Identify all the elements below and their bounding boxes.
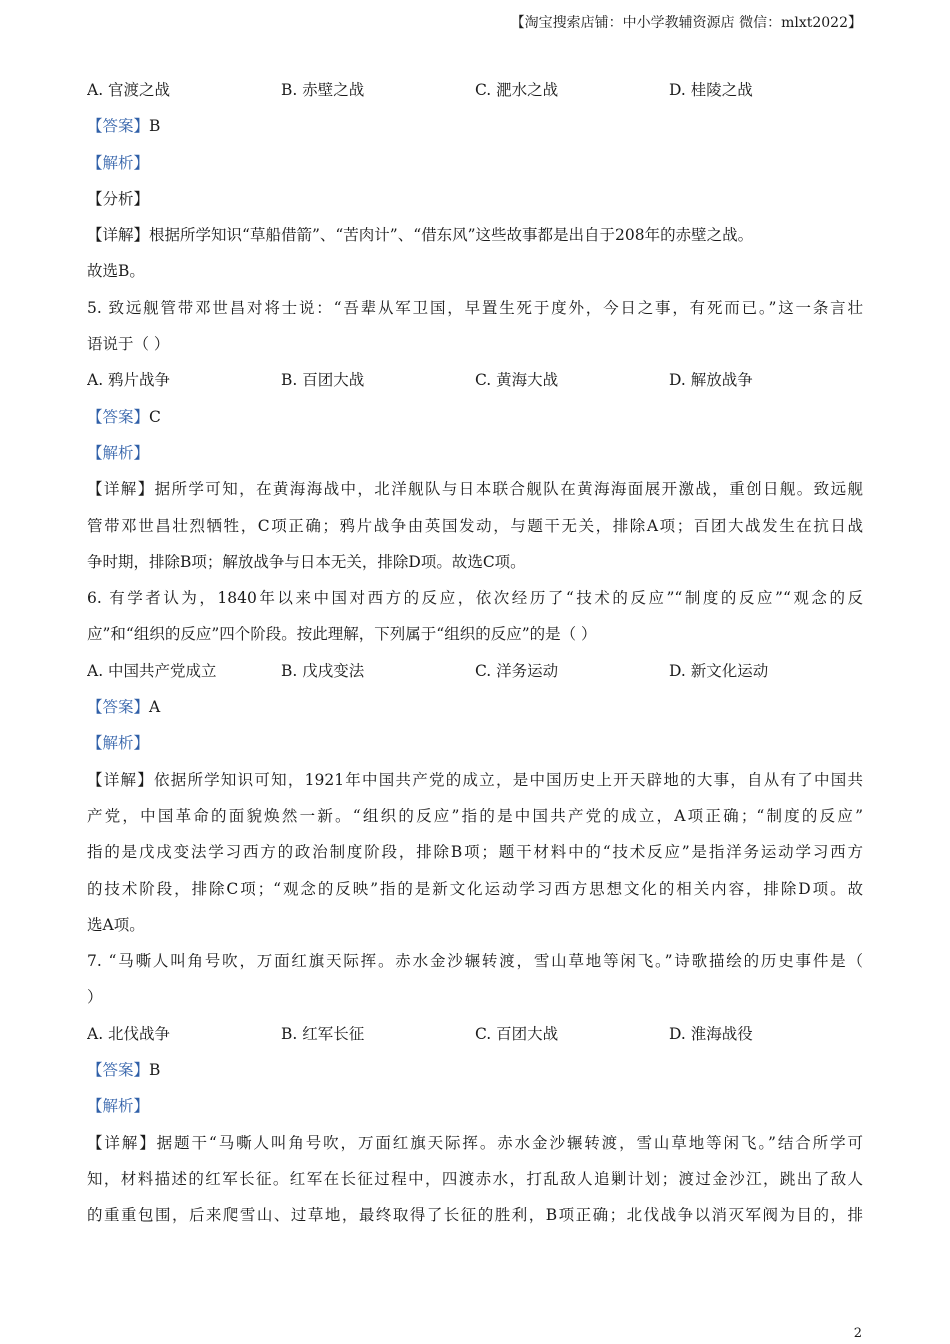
q4-option-c: C. 淝水之战: [475, 81, 559, 99]
answer-value: B: [149, 117, 161, 136]
q6-detail-line: 指的是戊戌变法学习西方的政治制度阶段，排除B项；题干材料中的“技术反应”是指洋务运动学习西方: [87, 843, 863, 862]
q6-option-b: B. 戊戌变法: [281, 661, 365, 680]
q5-option-a: A. 鸦片战争: [87, 371, 171, 390]
q4-answer: [87, 108, 863, 144]
q4-option-d: D. 桂陵之战: [669, 81, 753, 99]
q4-option-a: A. 官渡之战: [87, 81, 171, 99]
page-header: 【淘宝搜索店铺：中小学教辅资源店 微信：mlxt2022】: [510, 15, 862, 31]
q7-option-d: D. 淮海战役: [669, 1024, 753, 1043]
analysis-label: 【解析】: [87, 1097, 150, 1116]
q5-option-b: B. 百团大战: [281, 371, 365, 390]
q5-analysis: [87, 435, 863, 471]
q6-options: [87, 653, 863, 689]
q6-answer: [87, 689, 863, 725]
q4-analysis: [87, 145, 863, 181]
q7-options: [87, 1016, 863, 1052]
analysis-label: 【解析】: [87, 153, 150, 172]
answer-label: 【答案】: [87, 117, 150, 136]
answer-label: 【答案】: [87, 407, 150, 426]
answer-value: B: [149, 1061, 161, 1080]
fenxi-label: 【分析】: [87, 189, 150, 208]
q5-stem-line: 语说于（ ）: [87, 335, 170, 354]
q6-option-d: D. 新文化运动: [669, 661, 769, 680]
q5-options: [87, 362, 863, 398]
q4-options: [87, 72, 863, 108]
q5-detail-line: 管带邓世昌壮烈牺牲，C项正确；鸦片战争由英国发动，与题干无关，排除A项；百团大战发生在抗日战: [87, 516, 863, 535]
q7-option-b: B. 红军长征: [281, 1024, 365, 1043]
document-body: [87, 72, 863, 1234]
q7-analysis: [87, 1088, 863, 1124]
analysis-label: 【解析】: [87, 443, 150, 462]
q4-fenxi: [87, 181, 863, 217]
q5-detail-line: 【详解】据所学可知，在黄海海战中，北洋舰队与日本联合舰队在黄海海面展开激战，重创日舰。致远舰: [87, 480, 863, 499]
detail-label: 【详解】: [87, 1133, 157, 1152]
q7-option-c: C. 百团大战: [475, 1024, 559, 1043]
q6-option-a: A. 中国共产党成立: [87, 661, 217, 680]
q5-detail-line: 争时期，排除B项；解放战争与日本无关，排除D项。故选C项。: [87, 552, 526, 571]
q6-stem-line: 应”和“组织的反应”四个阶段。按此理解，下列属于“组织的反应”的是（ ）: [87, 625, 597, 644]
q7-detail-line: 的重重包围，后来爬雪山、过草地，最终取得了长征的胜利，B项正确；北伐战争以消灭军阀为目的，排: [87, 1206, 863, 1225]
q7-stem-line: ）: [87, 988, 103, 1007]
q7-answer: [87, 1052, 863, 1088]
q4-detail-line: 故选B。: [87, 262, 145, 281]
detail-label: 【详解】: [87, 226, 150, 245]
q5-answer: [87, 399, 863, 435]
q6-analysis: [87, 725, 863, 761]
q5-stem-line: 5. 致远舰管带邓世昌对将士说：“吾辈从军卫国，早置生死于度外，今日之事，有死而已。”这一条言壮: [87, 298, 863, 317]
analysis-label: 【解析】: [87, 734, 150, 753]
q7-detail-line: 【详解】据题干“马嘶人叫角号吹，万面红旗天际挥。赤水金沙辗转渡，雪山草地等闲飞。”结合所学可: [87, 1133, 863, 1152]
q7-option-a: A. 北伐战争: [87, 1024, 171, 1043]
page-number: 2: [853, 1326, 862, 1341]
q5-option-d: D. 解放战争: [669, 371, 753, 390]
answer-label: 【答案】: [87, 1061, 150, 1080]
q7-detail-line: 知，材料描述的红军长征。红军在长征过程中，四渡赤水，打乱敌人追剿计划；渡过金沙江，跳出了敌人: [87, 1169, 863, 1188]
q4-detail-line: 【详解】根据所学知识“草船借箭”、“苦肉计”、“借东风”这些故事都是出自于208年的赤壁之战。: [87, 226, 754, 245]
q5-option-c: C. 黄海大战: [475, 371, 559, 390]
answer-value: C: [149, 407, 161, 426]
q7-stem-line: 7. “马嘶人叫角号吹，万面红旗天际挥。赤水金沙辗转渡，雪山草地等闲飞。”诗歌描绘的历史事件是（: [87, 952, 863, 971]
detail-label: 【详解】: [87, 770, 154, 789]
answer-label: 【答案】: [87, 698, 150, 717]
q6-detail-line: 【详解】依据所学知识可知，1921年中国共产党的成立，是中国历史上开天辟地的大事，自从有了中国共: [87, 770, 863, 789]
detail-label: 【详解】: [87, 480, 155, 499]
q6-option-c: C. 洋务运动: [475, 661, 559, 680]
q6-detail-line: 的技术阶段，排除C项；“观念的反映”指的是新文化运动学习西方思想文化的相关内容，排除D项。故: [87, 879, 863, 898]
q6-stem-line: 6. 有学者认为，1840年以来中国对西方的反应，依次经历了“技术的反应”“制度的反应”“观念的反: [87, 589, 863, 608]
q6-detail-line: 产党，中国革命的面貌焕然一新。“组织的反应”指的是中国共产党的成立，A项正确；“制度的反应”: [87, 806, 863, 825]
answer-value: A: [149, 698, 161, 717]
q6-detail-line: 选A项。: [87, 915, 145, 934]
q4-option-b: B. 赤壁之战: [281, 81, 365, 99]
